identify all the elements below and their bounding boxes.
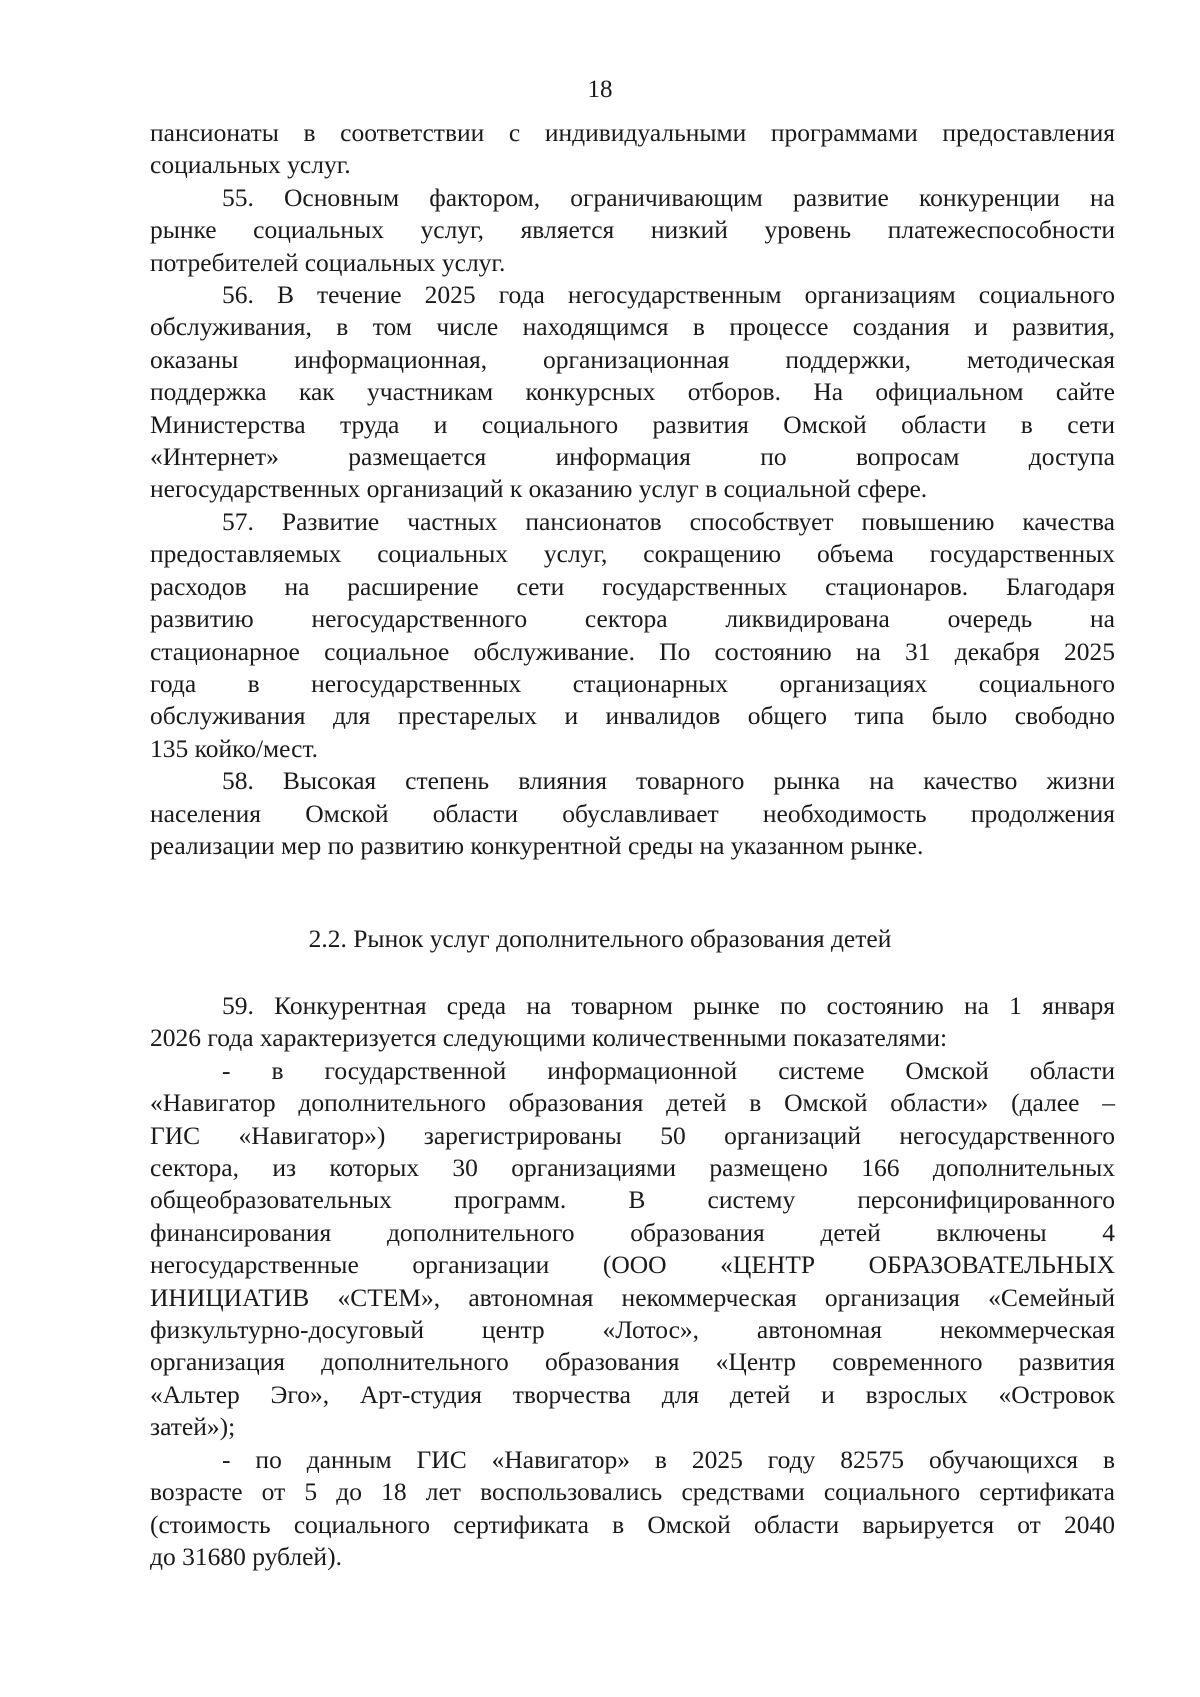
text-line: стационарное социальное обслуживание. По состоянию на 31 декабря 2025 xyxy=(150,636,1115,666)
page-number: 18 xyxy=(587,76,613,103)
text-line: организация дополнительного образования «Центр современного развития xyxy=(150,1347,1115,1377)
text-line: потребителей социальных услуг. xyxy=(150,247,506,277)
body-text-bottom xyxy=(150,990,1115,1573)
text-line: населения Омской области обуславливает необходимость продолжения xyxy=(150,798,1115,828)
text-line: (стоимость социального сертификата в Омской области варьируется от 2040 xyxy=(150,1509,1115,1539)
text-line: общеобразовательных программ. В систему персонифицированного xyxy=(150,1185,1115,1215)
text-line: негосударственные организации (ООО «ЦЕНТР ОБРАЗОВАТЕЛЬНЫХ xyxy=(150,1250,1115,1280)
text-line: «Интернет» размещается информация по вопросам доступа xyxy=(150,442,1115,472)
text-line: «Альтер Эго», Арт-студия творчества для детей и взрослых «Островок xyxy=(150,1379,1115,1409)
text-line: сектора, из которых 30 организациями размещено 166 дополнительных xyxy=(150,1153,1115,1183)
text-line: 55. Основным фактором, ограничивающим развитие конкуренции на xyxy=(222,182,1115,212)
text-line: возрасте от 5 до 18 лет воспользовались средствами социального сертификата xyxy=(150,1477,1115,1507)
body-text-top xyxy=(150,117,1115,862)
text-line: рынке социальных услуг, является низкий уровень платежеспособности xyxy=(150,215,1115,245)
text-line: 57. Развитие частных пансионатов способствует повышению качества xyxy=(222,506,1115,536)
text-line: года в негосударственных стационарных организациях социального xyxy=(150,668,1115,698)
text-line: до 31680 рублей). xyxy=(150,1541,342,1571)
text-line: - в государственной информационной системе Омской области xyxy=(222,1055,1115,1085)
text-line: - по данным ГИС «Навигатор» в 2025 году 82575 обучающихся в xyxy=(222,1444,1115,1474)
text-line: затей»); xyxy=(150,1412,236,1442)
text-line: негосударственных организаций к оказанию услуг в социальной сфере. xyxy=(150,474,928,504)
text-line: пансионаты в соответствии с индивидуальными программами предоставления xyxy=(150,118,1115,147)
text-line: обслуживания, в том числе находящимся в процессе создания и развития, xyxy=(150,312,1115,342)
text-line: развитию негосударственного сектора ликвидирована очередь на xyxy=(150,604,1115,634)
text-line: обслуживания для престарелых и инвалидов общего типа было свободно xyxy=(150,701,1115,731)
text-line: физкультурно-досуговый центр «Лотос», автономная некоммерческая xyxy=(150,1315,1115,1345)
text-line: реализации мер по развитию конкурентной среды на указанном рынке. xyxy=(150,830,924,860)
text-line: 2026 года характеризуется следующими количественными показателями: xyxy=(150,1023,948,1053)
text-line: поддержка как участникам конкурсных отборов. На официальном сайте xyxy=(150,377,1115,407)
text-line: «Навигатор дополнительного образования детей в Омской области» (далее – xyxy=(150,1088,1115,1118)
text-line: предоставляемых социальных услуг, сокращению объема государственных xyxy=(150,539,1115,569)
text-line: 135 койко/мест. xyxy=(150,733,319,763)
text-line: 58. Высокая степень влияния товарного рынка на качество жизни xyxy=(222,766,1115,796)
text-line: оказаны информационная, организационная поддержки, методическая xyxy=(150,344,1115,374)
text-line: Министерства труда и социального развития Омской области в сети xyxy=(150,409,1115,439)
text-line: финансирования дополнительного образования детей включены 4 xyxy=(150,1217,1115,1247)
text-line: расходов на расширение сети государственных стационаров. Благодаря xyxy=(150,571,1115,601)
section-heading: 2.2. Рынок услуг дополнительного образования детей xyxy=(308,924,892,953)
text-line: социальных услуг. xyxy=(150,150,351,180)
text-line: ИНИЦИАТИВ «СТЕМ», автономная некоммерческая организация «Семейный xyxy=(150,1282,1115,1312)
text-line: ГИС «Навигатор») зарегистрированы 50 организаций негосударственного xyxy=(150,1120,1115,1150)
text-line: 59. Конкурентная среда на товарном рынке по состоянию на 1 января xyxy=(222,991,1115,1020)
text-line: 56. В течение 2025 года негосударственным организациям социального xyxy=(222,280,1115,310)
